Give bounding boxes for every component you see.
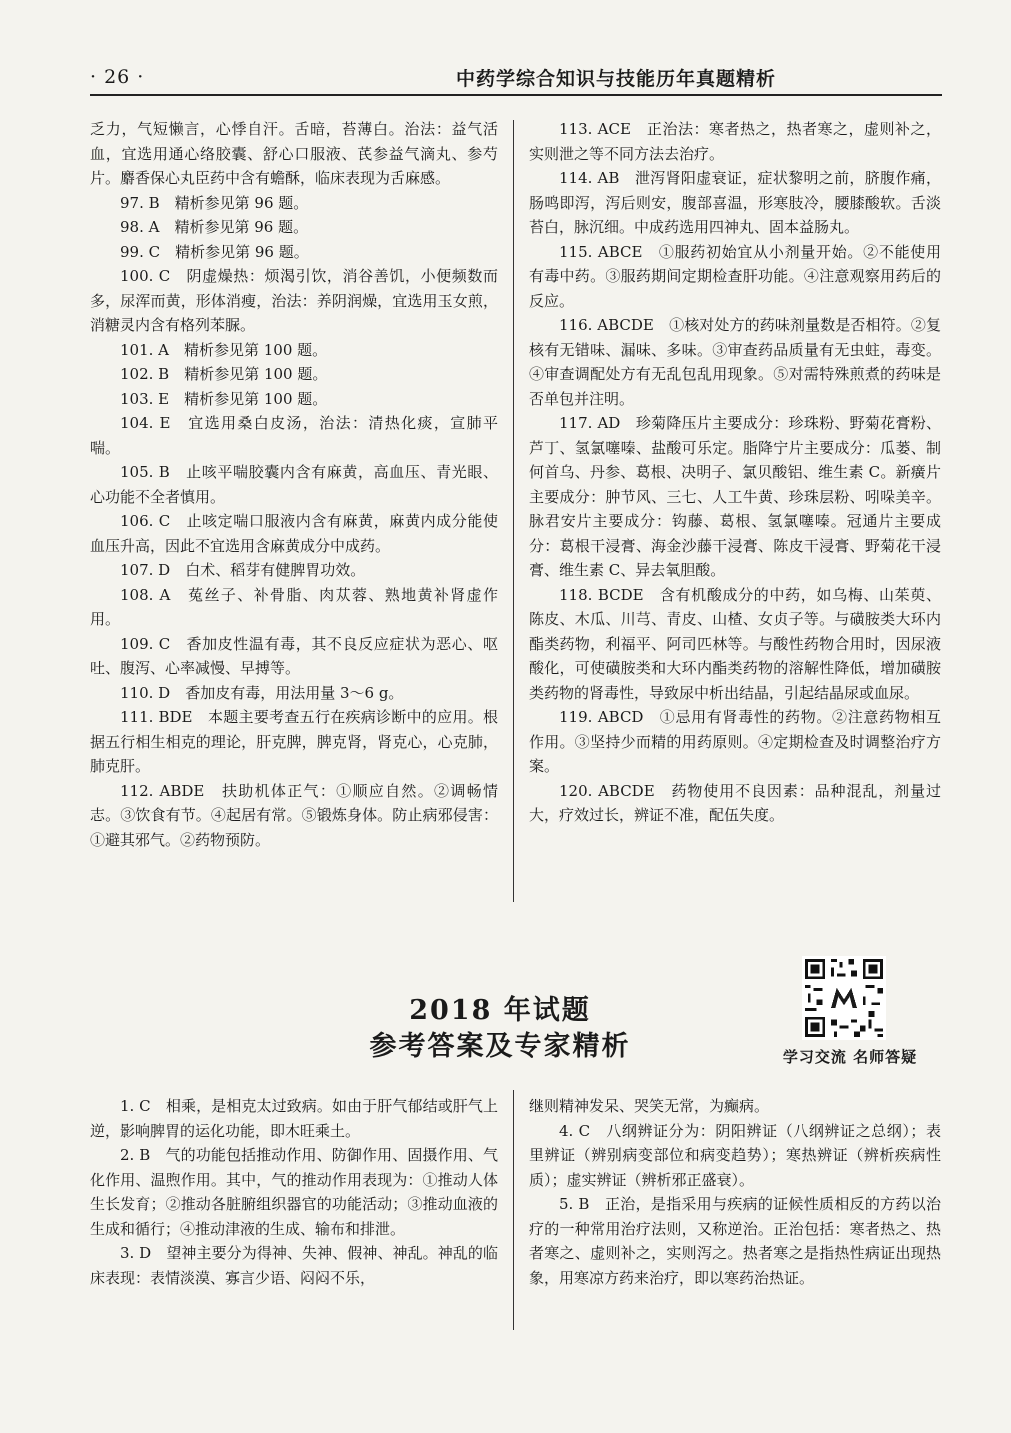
answer-paragraph: 115. ABCE ①服药初始宜从小剂量开始。②不能使用有毒中药。③服药期间定期检查肝功能。④注意观察用药后的反应。 [529,242,941,310]
section-title-main: 参考答案及专家精析 [369,1031,631,1062]
answer-paragraph: 111. BDE 本题主要考查五行在疾病诊断中的应用。根据五行相生相克的理论，肝克脾，脾克肾，肾克心，心克肺，肺克肝。 [90,708,498,775]
qr-caption: 学习交流 名师答疑 [782,1048,918,1066]
column-bottom-right [529,1094,941,1290]
answer-paragraph: 1. C 相乘，是相克太过致病。如由于肝气郁结或肝气上逆，影响脾胃的运化功能，即木旺乘土。 [90,1097,498,1140]
answer-paragraph: 109. C 香加皮性温有毒，其不良反应症状为恶心、呕吐、腹泻、心率减慢、早搏等。 [90,634,498,677]
answer-paragraph: 120. ABCDE 药物使用不良因素：品种混乱，剂量过大，疗效过长，辨证不准，配伍失度。 [529,781,941,824]
column-divider-bottom [513,1090,514,1330]
answer-paragraph: 105. B 止咳平喘胶囊内含有麻黄，高血压、青光眼、心功能不全者慎用。 [90,463,498,506]
answer-paragraph: 100. C 阴虚燥热：烦渴引饮，消谷善饥，小便频数而多，尿浑而黄，形体消瘦，治法：养阴润燥，宜选用玉女煎，消糖灵内含有格列苯脲。 [90,267,498,334]
answer-paragraph: 106. C 止咳定喘口服液内含有麻黄，麻黄内成分能使血压升高，因此不宜选用含麻黄成分中成药。 [90,512,498,555]
answer-paragraph: 119. ABCD ①忌用有肾毒性的药物。②注意药物相互作用。③坚持少而精的用药原则。④定期检查及时调整治疗方案。 [529,708,941,775]
answer-paragraph: 116. ABCDE ①核对处方的药味剂量数是否相符。②复核有无错味、漏味、多味。③审查药品质量有无虫蛀，毒变。④审查调配处方有无乱包乱用现象。⑤对需特殊煎煮的药味是否单包并注明。 [529,316,941,408]
page-header [90,64,942,96]
answer-paragraph: 112. ABDE 扶助机体正气：①顺应自然。②调畅情志。③饮食有节。④起居有常。⑤锻炼身体。防止病邪侵害：①避其邪气。②药物预防。 [90,781,498,849]
answer-paragraph: 118. BCDE 含有机酸成分的中药，如乌梅、山茱萸、陈皮、木瓜、川芎、青皮、山楂、女贞子等。与磺胺类大环内酯类药物，利福平、阿司匹林等。与酸性药物合用时，因尿液酸化，可使磺胺类和大环内酯类药物的溶解性降低，增加磺胺类药物的肾毒性，导致尿中析出结晶，引起结晶尿或血尿。 [529,585,941,702]
answer-paragraph: 117. AD 珍菊降压片主要成分：珍珠粉、野菊花膏粉、芦丁、氢氯噻嗪、盐酸可乐定。脂降宁片主要成分：瓜蒌、制何首乌、丹参、葛根、决明子、氯贝酸铝、维生素 C。新癀片主要成分：肿节风、三七、人工牛黄、珍珠层粉、吲哚美辛。脉君安片主要成分：钩藤、葛根、氢氯噻嗪。冠通片主要成分：葛根干浸膏、海金沙藤干浸膏、陈皮干浸膏、野菊花干浸膏、维生素 C、异去氧胆酸。 [529,414,941,579]
answer-paragraph: 103. E 精析参见第 100 题。 [120,389,328,408]
answer-paragraph: 107. D 白术、稻芽有健脾胃功效。 [120,561,366,579]
answer-paragraph: 98. A 精析参见第 96 题。 [120,218,309,236]
page-number: · 26 · [90,66,145,88]
answer-paragraph: 110. D 香加皮有毒，用法用量 3～6 g。 [120,683,404,702]
answer-paragraph: 继则精神发呆、哭笑无常，为癫病。 [529,1097,770,1115]
answer-paragraph: 乏力，气短懒言，心悸自汗。舌暗，苔薄白。治法：益气活血，宜选用通心络胶囊、舒心口服液、芪参益气滴丸、参芍片。麝香保心丸臣药中含有蟾酥，临床表现为舌麻感。 [90,120,498,187]
answer-paragraph: 99. C 精析参见第 96 题。 [120,242,309,261]
answer-paragraph: 97. B 精析参见第 96 题。 [120,193,309,212]
answer-paragraph: 2. B 气的功能包括推动作用、防御作用、固摄作用、气化作用、温煦作用。其中，气的推动作用表现为：①推动人体生长发育；②推动各脏腑组织器官的功能活动；③推动血液的生成和循行；④推动津液的生成、输布和排泄。 [90,1146,498,1238]
answer-paragraph: 113. ACE 正治法：寒者热之，热者寒之，虚则补之，实则泄之等不同方法去治疗。 [529,120,941,163]
column-divider-top [513,120,514,902]
column-bottom-left [90,1094,498,1290]
answer-paragraph: 3. D 望神主要分为得神、失神、假神、神乱。神乱的临床表现：表情淡漠、寡言少语、闷闷不乐， [90,1244,498,1287]
answer-paragraph: 102. B 精析参见第 100 题。 [120,365,328,383]
answer-paragraph: 5. B 正治，是指采用与疾病的证候性质相反的方药以治疗的一种常用治疗法则，又称逆治。正治包括：寒者热之、热者寒之、虚则补之，实则泻之。热者寒之是指热性病证出现热象，用寒凉方药来治疗，即以寒药治热证。 [529,1195,941,1287]
answer-paragraph: 114. AB 泄泻肾阳虚衰证，症状黎明之前，脐腹作痛，肠鸣即泻，泻后则安，腹部喜温，形寒肢冷，腰膝酸软。舌淡苔白，脉沉细。中成药选用四神丸、固本益肠丸。 [529,169,941,236]
running-title: 中药学综合知识与技能历年真题精析 [455,68,776,90]
answer-paragraph: 4. C 八纲辨证分为：阴阳辨证（八纲辨证之总纲）；表里辨证（辨别病变部位和病变趋势）；寒热辨证（辨析疾病性质）；虚实辨证（辨析邪正盛衰）。 [529,1121,941,1189]
answer-paragraph: 104. E 宜选用桑白皮汤，治法：清热化痰，宣肺平喘。 [90,414,498,457]
column-top-left [90,117,498,852]
answer-paragraph: 101. A 精析参见第 100 题。 [120,340,328,359]
column-top-right [529,117,941,828]
qr-code-icon[interactable] [802,956,886,1040]
section-title-year: 2018 年试题 [409,995,591,1026]
answer-paragraph: 108. A 菟丝子、补骨脂、肉苁蓉、熟地黄补肾虚作用。 [90,585,498,628]
